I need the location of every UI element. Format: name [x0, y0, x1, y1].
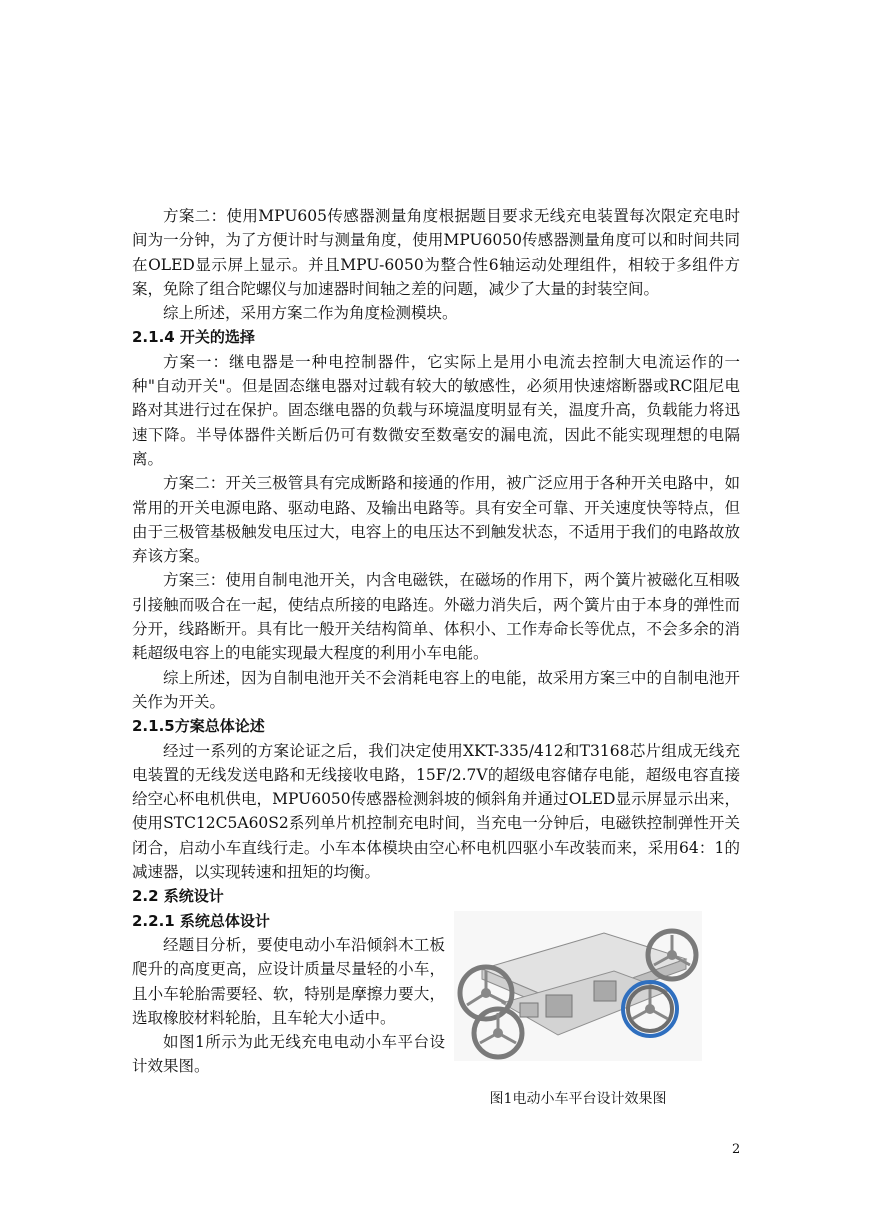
car-platform-image	[454, 911, 702, 1061]
paragraph-summary-angle: 综上所述，采用方案二作为角度检测模块。	[163, 304, 458, 323]
page-number: 2	[732, 1142, 741, 1157]
paragraph-switch-summary: 综上所述，因为自制电池开关不会消耗电容上的电能，故采用方案三中的自制电池开关作为开关。	[132, 668, 740, 711]
paragraph-switch-plan3: 方案三：使用自制电池开关，内含电磁铁，在磁场的作用下，两个簧片被磁化互相吸引接触而吸合在一起，使结点所接的电路连。外磁力消失后，两个簧片由于本身的弹性而分开，线路断开。具有比一般开关结构简单、体积小、工作寿命长等优点，不会多余的消耗超级电容上的电能实现最大程度的利用小车电能。	[132, 571, 740, 663]
car-platform-figure	[454, 911, 702, 1061]
paragraph-switch-plan2: 方案二：开关三极管具有完成断路和接通的作用，被广泛应用于各种开关电路中，如常用的开关电源电路、驱动电路、及输出电路等。具有安全可靠、开关速度快等特点，但由于三极管基极触发电压过大，电容上的电压达不到触发状态，不适用于我们的电路故放弃该方案。	[132, 474, 740, 566]
page-content	[132, 204, 740, 1125]
figure-section	[132, 909, 740, 1125]
paragraph-figure-ref: 如图1所示为此无线充电电动小车平台设计效果图。	[132, 1033, 445, 1076]
paragraph-switch-plan1: 方案一：继电器是一种电控制器件，它实际上是用小电流去控制大电流运作的一种"自动开关"。但是固态继电器对过载有较大的敏感性，必须用快速熔断器或RC阻尼电路对其进行过在保护。固态继电器的负载与环境温度明显有关，温度升高，负载能力将迅速下降。半导体器件关断后仍可有数微安至数毫安的漏电流，因此不能实现理想的电隔离。	[132, 352, 740, 468]
figure-caption: 图1电动小车平台设计效果图	[489, 1090, 667, 1107]
figure-side-text	[132, 909, 445, 1079]
heading-2-2-1: 2.2.1 系统总体设计	[132, 911, 270, 930]
paragraph-overall: 经过一系列的方案论证之后，我们决定使用XKT-335/412和T3168芯片组成无线充电装置的无线发送电路和无线接收电路，15F/2.7V的超级电容储存电能，超级电容直接给空心杯电机供电，MPU6050传感器检测斜坡的倾斜角并通过OLED显示屏显示出来，使用STC12C5A60S2系列单片机控制充电时间，当充电一分钟后，电磁铁控制弹性开关闭合，启动小车直线行走。小车本体模块由空心杯电机四驱小车改装而来，采用64：1的减速器，以实现转速和扭矩的均衡。	[132, 741, 740, 882]
heading-2-1-5: 2.1.5方案总体论述	[132, 717, 265, 736]
heading-2-2: 2.2 系统设计	[132, 887, 224, 906]
heading-2-1-4: 2.1.4 开关的选择	[132, 328, 255, 347]
paragraph-plan2-angle: 方案二：使用MPU605传感器测量角度根据题目要求无线充电装置每次限定充电时间为一分钟，为了方便计时与测量角度，使用MPU6050传感器测量角度可以和时间共同在OLED显示屏上显示。并且MPU-6050为整合性6轴运动处理组件，相较于多组件方案，免除了组合陀螺仪与加速器时间轴之差的问题，减少了大量的封装空间。	[132, 207, 740, 298]
paragraph-design: 经题目分析，要使电动小车沿倾斜木工板爬升的高度更高，应设计质量尽量轻的小车，且小车轮胎需要轻、软，特别是摩擦力要大，选取橡胶材料轮胎，且车轮大小适中。	[132, 935, 445, 1027]
